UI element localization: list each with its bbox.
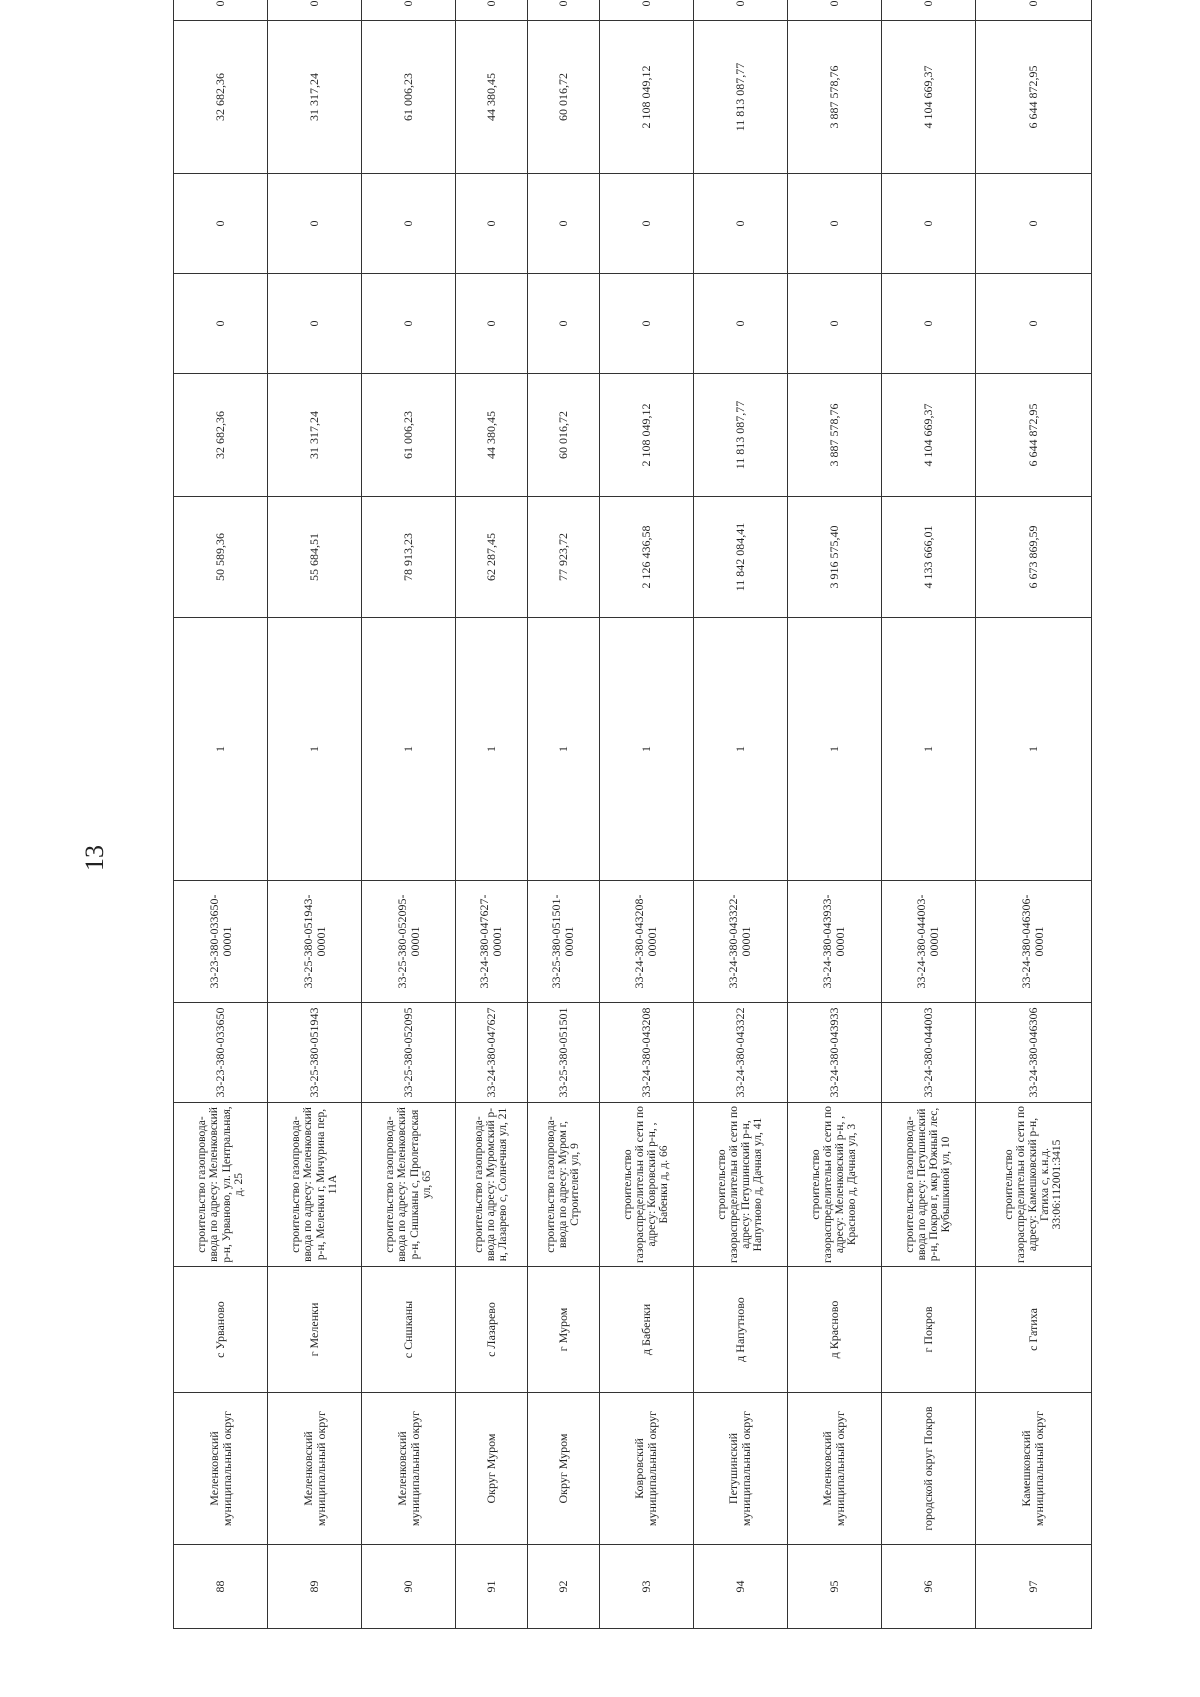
cell-value-2: 0	[527, 274, 599, 374]
cell-total: 55 684,51	[268, 497, 362, 618]
cell-district: Округ Муром	[456, 1393, 528, 1545]
cell-code: 33-24-380-044003	[881, 1003, 975, 1103]
cell-value-4: 31 317,24	[268, 21, 362, 174]
cell-value-3: 0	[362, 174, 456, 274]
table-row	[693, 0, 787, 1629]
cell-total: 78 913,23	[362, 497, 456, 618]
cell-object: строительство газораспределительн ой сети по адресу: Петушинский р-н, Напутново д, Дачная ул, 41	[693, 1103, 787, 1267]
cell-district: Меленковский муниципальный округ	[174, 1393, 268, 1545]
gas-objects-table	[173, 0, 1092, 1629]
cell-total: 6 673 869,59	[975, 497, 1091, 618]
cell-value-3: 0	[693, 174, 787, 274]
table-row	[268, 0, 362, 1629]
cell-code: 33-23-380-033650	[174, 1003, 268, 1103]
cell-value-4: 4 104 669,37	[881, 21, 975, 174]
cell-code: 33-24-380-043208	[599, 1003, 693, 1103]
cell-quantity: 1	[693, 618, 787, 881]
cell-code: 33-25-380-051943	[268, 1003, 362, 1103]
cell-settlement: с Лазарево	[456, 1267, 528, 1393]
cell-quantity: 1	[881, 618, 975, 881]
cell-district: Округ Муром	[527, 1393, 599, 1545]
cell-settlement: с Гатиха	[975, 1267, 1091, 1393]
cell-code: 33-25-380-051501	[527, 1003, 599, 1103]
cell-total: 3 916 575,40	[787, 497, 881, 618]
cell-district: Камешковский муниципальный округ	[975, 1393, 1091, 1545]
cell-object: строительство газопровода-ввода по адресу: Петушинский р-н, Покров г, мкр Южный лес, Кубышкиной ул, 10	[881, 1103, 975, 1267]
cell-settlement: с Сншканы	[362, 1267, 456, 1393]
cell-object: строительство газопровода-ввода по адресу: Меленковский р-н, Меленки г, Мичурина пер, 11А	[268, 1103, 362, 1267]
cell-value-4: 6 644 872,95	[975, 21, 1091, 174]
cell-object-id: 33-24-380-047627-00001	[456, 881, 528, 1003]
cell-quantity: 1	[362, 618, 456, 881]
cell-settlement: д Напутново	[693, 1267, 787, 1393]
cell-value-5: 0	[599, 0, 693, 21]
document-table	[173, 0, 1092, 1629]
cell-settlement: г Меленки	[268, 1267, 362, 1393]
cell-object: строительство газораспределительн ой сети по адресу: Ковровский р-н, , Бабенки д, д. 66	[599, 1103, 693, 1267]
cell-value-5: 0	[881, 0, 975, 21]
cell-object-id: 33-24-380-043322-00001	[693, 881, 787, 1003]
cell-number: 94	[693, 1545, 787, 1629]
cell-value-2: 0	[456, 274, 528, 374]
cell-value-4: 61 006,23	[362, 21, 456, 174]
cell-number: 88	[174, 1545, 268, 1629]
cell-quantity: 1	[787, 618, 881, 881]
cell-value-2: 0	[787, 274, 881, 374]
cell-quantity: 1	[527, 618, 599, 881]
cell-settlement: д Бабенки	[599, 1267, 693, 1393]
cell-number: 91	[456, 1545, 528, 1629]
cell-quantity: 1	[975, 618, 1091, 881]
cell-value-1: 2 108 049,12	[599, 374, 693, 497]
cell-value-1: 44 380,45	[456, 374, 528, 497]
cell-value-1: 61 006,23	[362, 374, 456, 497]
cell-value-5: 0	[174, 0, 268, 21]
cell-object-id: 33-24-380-044003-00001	[881, 881, 975, 1003]
cell-total: 77 923,72	[527, 497, 599, 618]
cell-value-5: 0	[693, 0, 787, 21]
cell-settlement: г Покров	[881, 1267, 975, 1393]
page-number: 13	[80, 845, 109, 871]
cell-value-5: 0	[456, 0, 528, 21]
cell-value-4: 44 380,45	[456, 21, 528, 174]
cell-value-3: 0	[881, 174, 975, 274]
cell-value-3: 0	[599, 174, 693, 274]
cell-value-5: 0	[362, 0, 456, 21]
cell-object: строительство газопровода-ввода по адресу: Меленковский р-н, Сншканы с, Пролетарская ул, 65	[362, 1103, 456, 1267]
cell-total: 50 589,36	[174, 497, 268, 618]
cell-value-2: 0	[174, 274, 268, 374]
cell-value-2: 0	[975, 274, 1091, 374]
cell-number: 93	[599, 1545, 693, 1629]
cell-number: 96	[881, 1545, 975, 1629]
cell-number: 90	[362, 1545, 456, 1629]
cell-value-4: 32 682,36	[174, 21, 268, 174]
cell-object-id: 33-23-380-033650-00001	[174, 881, 268, 1003]
cell-number: 97	[975, 1545, 1091, 1629]
cell-value-3: 0	[174, 174, 268, 274]
cell-settlement: д Красново	[787, 1267, 881, 1393]
table-row	[881, 0, 975, 1629]
cell-total: 2 126 436,58	[599, 497, 693, 618]
table-row	[362, 0, 456, 1629]
cell-value-3: 0	[456, 174, 528, 274]
cell-value-4: 11 813 087,77	[693, 21, 787, 174]
cell-value-3: 0	[527, 174, 599, 274]
table-row	[787, 0, 881, 1629]
cell-settlement: с Урваново	[174, 1267, 268, 1393]
cell-total: 62 287,45	[456, 497, 528, 618]
cell-object-id: 33-25-380-051943-00001	[268, 881, 362, 1003]
cell-quantity: 1	[174, 618, 268, 881]
cell-district: Меленковский муниципальный округ	[268, 1393, 362, 1545]
cell-quantity: 1	[268, 618, 362, 881]
cell-total: 4 133 666,01	[881, 497, 975, 618]
cell-value-2: 0	[599, 274, 693, 374]
cell-object-id: 33-24-380-043208-00001	[599, 881, 693, 1003]
cell-value-5: 0	[527, 0, 599, 21]
cell-object-id: 33-24-380-046306-00001	[975, 881, 1091, 1003]
cell-value-2: 0	[693, 274, 787, 374]
cell-value-1: 6 644 872,95	[975, 374, 1091, 497]
table-row	[599, 0, 693, 1629]
cell-value-1: 3 887 578,76	[787, 374, 881, 497]
cell-object: строительство газораспределительн ой сети по адресу: Меленковский р-н, , Красново д, Дачная ул, 3	[787, 1103, 881, 1267]
table-row	[975, 0, 1091, 1629]
cell-value-3: 0	[268, 174, 362, 274]
cell-code: 33-24-380-047627	[456, 1003, 528, 1103]
cell-value-5: 0	[787, 0, 881, 21]
cell-code: 33-24-380-046306	[975, 1003, 1091, 1103]
cell-code: 33-24-380-043933	[787, 1003, 881, 1103]
cell-district: Меленковский муниципальный округ	[362, 1393, 456, 1545]
cell-district: Меленковский муниципальный округ	[787, 1393, 881, 1545]
cell-value-1: 31 317,24	[268, 374, 362, 497]
cell-value-5: 0	[975, 0, 1091, 21]
cell-district: Ковровский муниципальный округ	[599, 1393, 693, 1545]
cell-value-2: 0	[362, 274, 456, 374]
cell-value-1: 60 016,72	[527, 374, 599, 497]
cell-value-2: 0	[881, 274, 975, 374]
cell-number: 92	[527, 1545, 599, 1629]
table-row	[456, 0, 528, 1629]
cell-district: Петушинский муниципальный округ	[693, 1393, 787, 1545]
cell-settlement: г Муром	[527, 1267, 599, 1393]
cell-value-2: 0	[268, 274, 362, 374]
cell-value-1: 32 682,36	[174, 374, 268, 497]
cell-value-4: 60 016,72	[527, 21, 599, 174]
cell-value-1: 11 813 087,77	[693, 374, 787, 497]
table-row	[527, 0, 599, 1629]
cell-object: строительство газопровода-ввода по адресу: Меленковский р-н, Урваново, ул. Центральная, д. 25	[174, 1103, 268, 1267]
cell-object-id: 33-25-380-052095-00001	[362, 881, 456, 1003]
cell-object: строительство газопровода-ввода по адресу: Муром г, Строителей ул, 9	[527, 1103, 599, 1267]
cell-quantity: 1	[456, 618, 528, 881]
table-row	[174, 0, 268, 1629]
cell-object: строительство газораспределительн ой сети по адресу: Камешковский р-н, Гатиха с, к.н.д. 33:06:112001:3415	[975, 1103, 1091, 1267]
cell-total: 11 842 084,41	[693, 497, 787, 618]
cell-value-4: 3 887 578,76	[787, 21, 881, 174]
cell-quantity: 1	[599, 618, 693, 881]
cell-number: 89	[268, 1545, 362, 1629]
cell-object-id: 33-24-380-043933-00001	[787, 881, 881, 1003]
cell-district: городской округ Покров	[881, 1393, 975, 1545]
cell-value-1: 4 104 669,37	[881, 374, 975, 497]
cell-object-id: 33-25-380-051501-00001	[527, 881, 599, 1003]
cell-object: строительство газопровода-ввода по адресу: Муромский р-н, Лазарево с, Солнечная ул, 21	[456, 1103, 528, 1267]
cell-number: 95	[787, 1545, 881, 1629]
cell-code: 33-24-380-043322	[693, 1003, 787, 1103]
cell-value-3: 0	[787, 174, 881, 274]
cell-value-4: 2 108 049,12	[599, 21, 693, 174]
cell-value-5: 0	[268, 0, 362, 21]
cell-value-3: 0	[975, 174, 1091, 274]
cell-code: 33-25-380-052095	[362, 1003, 456, 1103]
